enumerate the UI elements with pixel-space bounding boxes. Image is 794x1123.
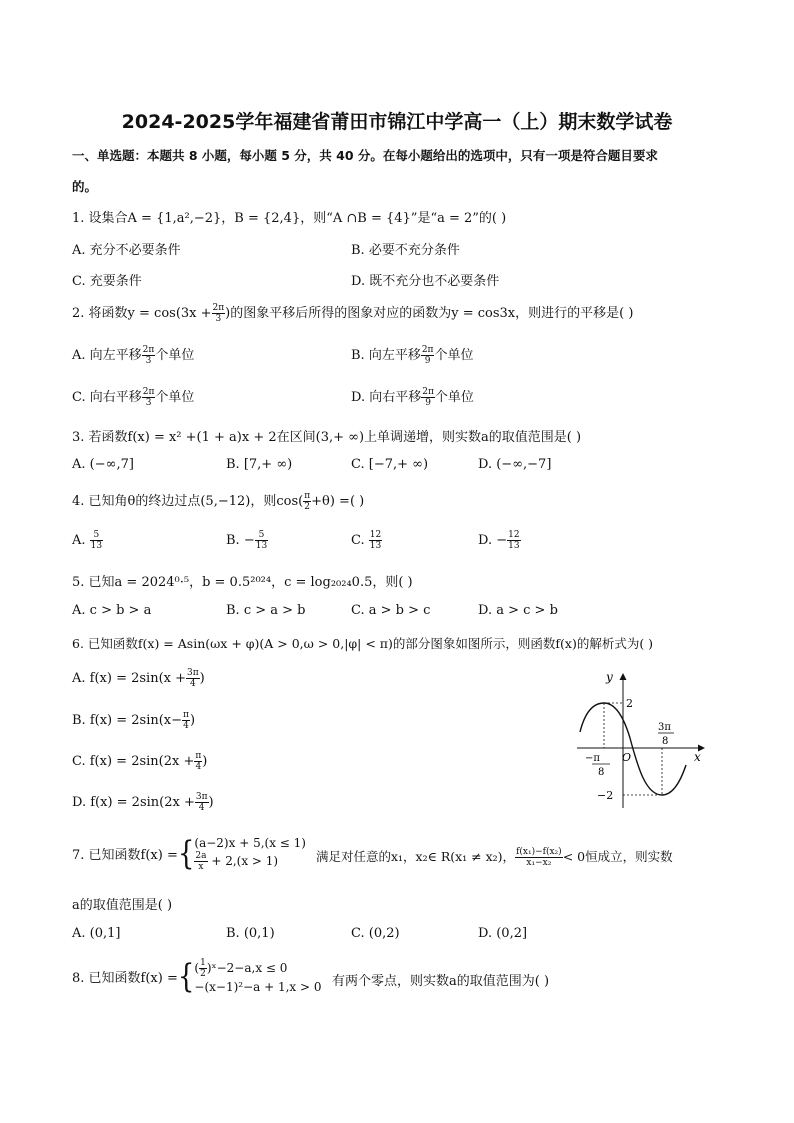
- question-4-option-a: A. $\frac{5}{13}$: [72, 530, 103, 551]
- sine-curve: [580, 703, 686, 795]
- question-3-option-d: D. (−∞,−7]: [478, 457, 552, 472]
- question-1-option-c: C. 充要条件: [72, 274, 142, 289]
- y-min-label: −2: [597, 789, 614, 802]
- question-5-option-c: C. a > b > c: [351, 603, 431, 618]
- question-4-option-c: C. $\frac{12}{13}$: [351, 530, 382, 551]
- question-7-option-a: A. (0,1]: [72, 926, 121, 941]
- x-left-den: 8: [598, 767, 605, 778]
- x-right-num: 3π: [658, 722, 671, 733]
- question-6-stem: 6. 已知函数f(x) = Asin(ωx + φ)(A > 0,ω > 0,|φ| < π)的部分图象如图所示，则函数f(x)的解析式为( ): [72, 636, 654, 651]
- question-1-option-b: B. 必要不充分条件: [351, 243, 460, 258]
- question-8-stem: 8. 已知函数f(x) ={ ( $\frac{1}{2}$ )ˣ−2−a,x ≤ 0 −(x−1)²−a + 1,x > 0: [72, 957, 322, 996]
- y-axis-label: y: [606, 670, 613, 684]
- question-5-option-d: D. a > c > b: [478, 603, 558, 618]
- question-1-option-a: A. 充分不必要条件: [72, 243, 181, 258]
- question-5-option-b: B. c > a > b: [226, 603, 306, 618]
- question-2-option-d: D. 向右平移 $\frac{2\pi}{9}$ 个单位: [351, 387, 474, 408]
- question-4-option-b: B. − $\frac{5}{13}$: [226, 530, 268, 551]
- question-8-tail: 有两个零点，则实数a的取值范围为( ): [332, 974, 550, 989]
- question-7-condition: 满足对任意的x₁，x₂∈ R(x₁ ≠ x₂)， $\frac{\text{f(x₁)−f(x₂)}}{\text{x₁−x₂}}$ < 0恒成立，则实数: [316, 847, 673, 868]
- question-7-option-b: B. (0,1): [226, 926, 275, 941]
- question-7-option-d: D. (0,2]: [478, 926, 528, 941]
- y-max-label: 2: [626, 697, 633, 710]
- question-6-option-a: A. f(x) = 2sin(x + $\frac{3\pi}{4}$ ): [72, 668, 205, 689]
- question-2-option-b: B. 向左平移 $\frac{2\pi}{9}$ 个单位: [351, 345, 474, 366]
- question-5-stem: 5. 已知a = 2024⁰·⁵，b = 0.5²⁰²⁴，c = log₂₀₂₄0.5，则( ): [72, 575, 413, 590]
- question-2-option-c: C. 向右平移 $\frac{2\pi}{3}$ 个单位: [72, 387, 195, 408]
- question-5-option-a: A. c > b > a: [72, 603, 152, 618]
- question-3-option-b: B. [7,+ ∞): [226, 457, 293, 472]
- question-3-option-c: C. [−7,+ ∞): [351, 457, 429, 472]
- x-right-den: 8: [662, 736, 669, 747]
- section-heading-line1: 一、单选题：本题共 8 小题，每小题 5 分，共 40 分。在每小题给出的选项中，只有一项是符合题目要求: [72, 148, 658, 163]
- question-6-option-d: D. f(x) = 2sin(2x + $\frac{3\pi}{4}$ ): [72, 792, 214, 813]
- question-7-stem-line2: a的取值范围是( ): [72, 898, 173, 913]
- section-heading-line2: 的。: [72, 179, 98, 194]
- question-2-stem: 2. 将函数y = cos(3x + $\frac{2\pi}{3}$ )的图象平移后所得的图象对应的函数为y = cos3x，则进行的平移是( ): [72, 303, 634, 324]
- fraction: $\frac{2\pi}{3}$: [212, 303, 225, 324]
- question-7-option-c: C. (0,2): [351, 926, 400, 941]
- sine-graph: [572, 668, 712, 813]
- question-3-option-a: A. (−∞,7]: [72, 457, 134, 472]
- x-left-num: −π: [585, 753, 600, 764]
- question-3-stem: 3. 若函数f(x) = x² +(1 + a)x + 2在区间(3,+ ∞)上单调递增，则实数a的取值范围是( ): [72, 430, 582, 445]
- x-axis-label: x: [694, 750, 701, 764]
- question-1-stem: 1. 设集合A = {1,a²,−2}，B = {2,4}，则“A ∩B = {4}”是“a = 2”的( ): [72, 211, 507, 226]
- origin-label: O: [622, 751, 632, 764]
- question-6-option-b: B. f(x) = 2sin(x− $\frac{\pi}{4}$ ): [72, 710, 196, 731]
- question-7-stem: 7. 已知函数f(x) ={ (a−2)x + 5,(x ≤ 1) $\frac{2a}{x}$ + 2,(x > 1): [72, 834, 306, 873]
- question-4-stem: 4. 已知角θ的终边过点(5,−12)，则cos( $\frac{\pi}{2}$ +θ) =( ): [72, 491, 365, 512]
- question-2-option-a: A. 向左平移 $\frac{2\pi}{3}$ 个单位: [72, 345, 195, 366]
- question-1-option-d: D. 既不充分也不必要条件: [351, 274, 500, 289]
- page-title: 2024-2025学年福建省莆田市锦江中学高一（上）期末数学试卷: [121, 111, 673, 133]
- question-4-option-d: D. − $\frac{12}{13}$: [478, 530, 520, 551]
- question-6-option-c: C. f(x) = 2sin(2x + $\frac{\pi}{4}$ ): [72, 751, 208, 772]
